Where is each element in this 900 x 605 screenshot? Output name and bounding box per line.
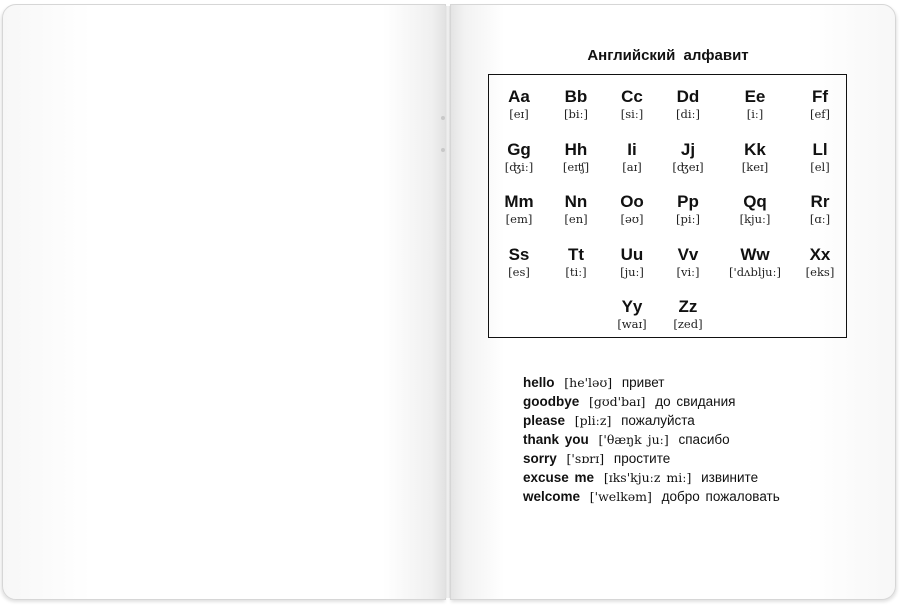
alphabet-transcription: [juː] [620,265,644,279]
alphabet-letter: Jj [680,140,696,159]
alphabet-transcription: [el] [810,160,830,174]
alphabet-cell [602,192,662,227]
alphabet-letter: Ff [811,87,829,106]
alphabet-transcription: [waɪ] [617,317,647,331]
spine-hole [441,148,445,152]
alphabet-cell [489,245,549,280]
alphabet-letter: Ee [744,87,766,106]
alphabet-letter: Uu [620,245,644,264]
alphabet-transcription: ['dʌbljuː] [729,265,781,279]
phrase-english: hello [523,375,555,390]
alphabet-transcription: [piː] [676,212,700,226]
alphabet-letter: Bb [564,87,588,106]
alphabet-letter: Ss [508,245,530,264]
alphabet-transcription: [aɪ] [622,160,642,174]
alphabet-cell [602,87,662,122]
alphabet-cell [546,87,606,122]
phrase-russian: спасибо [678,432,730,447]
phrase-transcription: ['welkəm] [589,489,652,504]
alphabet-letter: Ll [812,140,828,159]
alphabet-letter: Rr [810,192,830,211]
alphabet-transcription: [siː] [620,107,644,121]
phrase-transcription: [pliːz] [574,413,612,428]
alphabet-transcription: [əʊ] [620,212,644,226]
phrase-english: sorry [523,451,557,466]
phrase-item [523,487,780,506]
phrase-transcription: [ɪks'kjuːz miː] [603,470,692,485]
alphabet-letter: Kk [744,140,766,159]
alphabet-table [488,74,847,338]
alphabet-cell [546,245,606,280]
alphabet-transcription: [keɪ] [741,160,769,174]
phrase-list [523,373,780,506]
alphabet-letter: Tt [567,245,585,264]
alphabet-letter: Ii [627,140,637,159]
alphabet-cell [725,245,785,280]
alphabet-letter: Aa [508,87,530,106]
phrase-russian: до свидания [655,394,736,409]
alphabet-letter: Mm [504,192,534,211]
phrase-russian: добро пожаловать [661,489,780,504]
alphabet-letter: Zz [678,297,698,316]
alphabet-cell [725,140,785,175]
spine-hole [441,116,445,120]
alphabet-transcription: [ʤiː] [504,160,534,174]
alphabet-cell [658,297,718,332]
alphabet-cell [602,245,662,280]
alphabet-cell [658,140,718,175]
phrase-transcription: [he'ləʊ] [564,375,613,390]
phrase-transcription: ['θæŋk juː] [598,432,669,447]
alphabet-transcription: [ʤeɪ] [672,160,704,174]
alphabet-letter: Hh [564,140,588,159]
alphabet-transcription: [en] [564,212,588,226]
phrase-russian: пожалуйста [621,413,695,428]
alphabet-transcription: [eɪ] [509,107,529,121]
alphabet-cell [658,245,718,280]
phrase-russian: простите [613,451,671,466]
alphabet-transcription: [tiː] [565,265,587,279]
phrase-transcription: ['sɒrɪ] [566,451,605,466]
alphabet-cell [790,192,850,227]
alphabet-letter: Xx [809,245,831,264]
phrase-english: excuse me [523,470,595,485]
alphabet-transcription: [diː] [676,107,700,121]
alphabet-cell [602,140,662,175]
alphabet-transcription: [em] [505,212,533,226]
alphabet-cell [489,140,549,175]
alphabet-letter: Oo [620,192,644,211]
alphabet-cell [546,140,606,175]
phrase-item [523,392,780,411]
alphabet-letter: Cc [621,87,643,106]
phrase-item [523,373,780,392]
phrase-item [523,430,780,449]
left-page [2,4,446,600]
phrase-russian: привет [621,375,665,390]
alphabet-letter: Vv [677,245,699,264]
phrase-russian: извините [701,470,759,485]
phrase-english: goodbye [523,394,580,409]
phrase-item [523,468,780,487]
alphabet-transcription: [kjuː] [739,212,771,226]
alphabet-transcription: [eɪʧ] [562,160,590,174]
alphabet-cell [725,87,785,122]
alphabet-cell [658,87,718,122]
alphabet-transcription: [viː] [676,265,700,279]
phrase-transcription: [gʊd'baɪ] [589,394,646,409]
alphabet-transcription: [biː] [564,107,588,121]
alphabet-cell [546,192,606,227]
alphabet-cell [489,192,549,227]
alphabet-letter: Qq [743,192,767,211]
phrase-english: please [523,413,566,428]
phrase-english: welcome [523,489,581,504]
alphabet-cell [489,87,549,122]
alphabet-transcription: [eks] [805,265,835,279]
alphabet-letter: Gg [507,140,531,159]
alphabet-cell [790,140,850,175]
alphabet-cell [658,192,718,227]
alphabet-transcription: [iː] [746,107,764,121]
alphabet-letter: Pp [677,192,699,211]
alphabet-letter: Nn [564,192,588,211]
alphabet-letter: Dd [676,87,700,106]
alphabet-transcription: [es] [508,265,530,279]
alphabet-transcription: [ef] [809,107,831,121]
alphabet-cell [725,192,785,227]
phrase-english: thank you [523,432,589,447]
alphabet-cell [790,245,850,280]
alphabet-transcription: [zed] [673,317,703,331]
alphabet-letter: Ww [740,245,770,264]
phrase-item [523,449,780,468]
alphabet-cell [602,297,662,332]
phrase-item [523,411,780,430]
alphabet-cell [790,87,850,122]
alphabet-transcription: [ɑː] [809,212,831,226]
page-title: Английский алфавит [587,47,749,64]
alphabet-letter: Yy [621,297,643,316]
